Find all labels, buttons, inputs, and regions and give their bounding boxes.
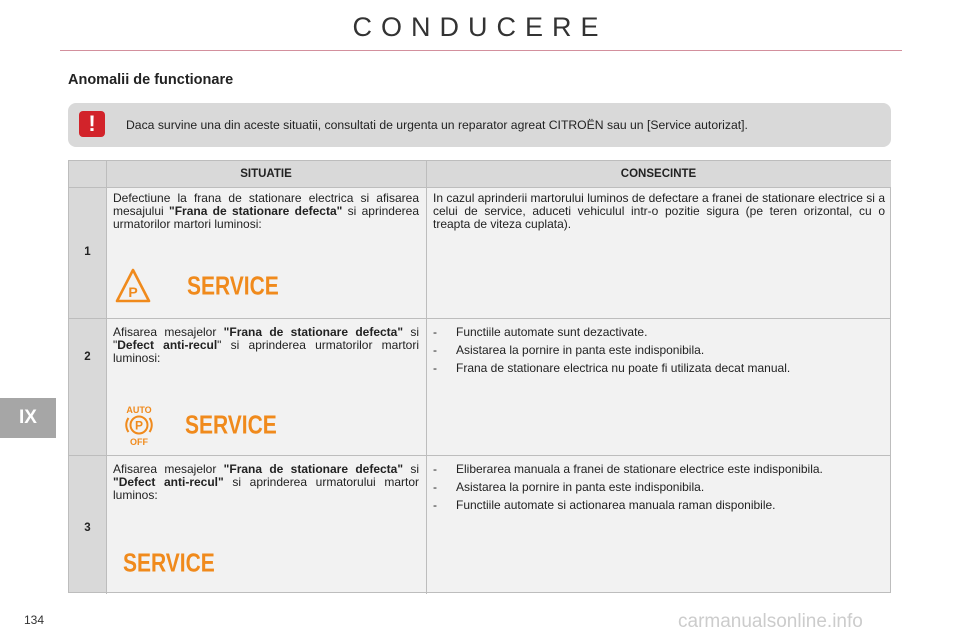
header-consequence: CONSECINTE bbox=[426, 161, 891, 187]
list-item: - Asistarea la pornire in panta este indisponibila. bbox=[433, 344, 885, 357]
consequence-list bbox=[433, 463, 885, 516]
consequence-list bbox=[433, 326, 885, 379]
row-number: 1 bbox=[84, 246, 91, 258]
svg-text:P: P bbox=[134, 418, 144, 433]
watermark: carmanualsonline.info bbox=[678, 611, 863, 632]
exclamation-icon: ! bbox=[79, 111, 105, 137]
title-divider bbox=[60, 50, 902, 51]
list-item: - Eliberarea manuala a franei de stationare electrice este indisponibila. bbox=[433, 463, 885, 476]
anomalies-table bbox=[68, 160, 891, 593]
warning-box bbox=[68, 103, 891, 147]
list-item: - Functiile automate si actionarea manuala raman disponibile. bbox=[433, 499, 885, 512]
header-number-cell bbox=[69, 161, 106, 187]
page-title: CONDUCERE bbox=[352, 12, 608, 42]
row-number: 3 bbox=[84, 522, 91, 534]
column-divider bbox=[106, 161, 107, 594]
situation-text: Afisarea mesajelor "Frana de stationare defecta" si "Defect anti-recul" si aprinderea urmatorilor martori luminosi: bbox=[113, 325, 420, 365]
consequence-text: In cazul aprinderii martorului luminos de defectare a franei de stationare electrice si a celui de service, aduceti vehiculul intr-o pozitie sigura (pe teren orizontal, cu o treapta de viteza cuplata). bbox=[433, 191, 885, 231]
page-number: 134 bbox=[24, 613, 45, 627]
section-heading: Anomalii de functionare bbox=[68, 72, 234, 88]
service-warning-icon: SERVICE bbox=[185, 411, 277, 440]
row-divider bbox=[69, 455, 890, 456]
row-divider bbox=[69, 187, 890, 188]
situation-text: Afisarea mesajelor "Frana de stationare defecta" si "Defect anti-recul" si aprinderea urmatorului martor luminos: bbox=[113, 462, 420, 502]
situation-text: Defectiune la frana de stationare electrica si afisarea mesajului "Frana de stationare defecta" si aprinderea urmatorilor martori luminosi: bbox=[113, 191, 419, 231]
column-divider bbox=[426, 161, 427, 594]
auto-park-off-icon bbox=[119, 404, 159, 446]
service-warning-icon: SERVICE bbox=[123, 549, 215, 578]
list-item: - Functiile automate sunt dezactivate. bbox=[433, 326, 885, 339]
svg-text:P: P bbox=[128, 284, 138, 300]
auto-label: AUTO bbox=[126, 405, 152, 415]
parking-brake-warning-icon bbox=[115, 268, 151, 304]
list-item: - Frana de stationare electrica nu poate fi utilizata decat manual. bbox=[433, 362, 885, 375]
off-label: OFF bbox=[130, 437, 148, 446]
header-situation: SITUATIE bbox=[106, 161, 426, 187]
warning-text: Daca survine una din aceste situatii, consultati de urgenta un reparator agreat CITROËN sau un [Service autorizat]. bbox=[126, 118, 748, 132]
service-warning-icon: SERVICE bbox=[187, 272, 279, 301]
row-divider bbox=[69, 318, 890, 319]
list-item: - Asistarea la pornire in panta este indisponibila. bbox=[433, 481, 885, 494]
chapter-label: IX bbox=[19, 407, 37, 428]
row-number: 2 bbox=[84, 351, 91, 363]
